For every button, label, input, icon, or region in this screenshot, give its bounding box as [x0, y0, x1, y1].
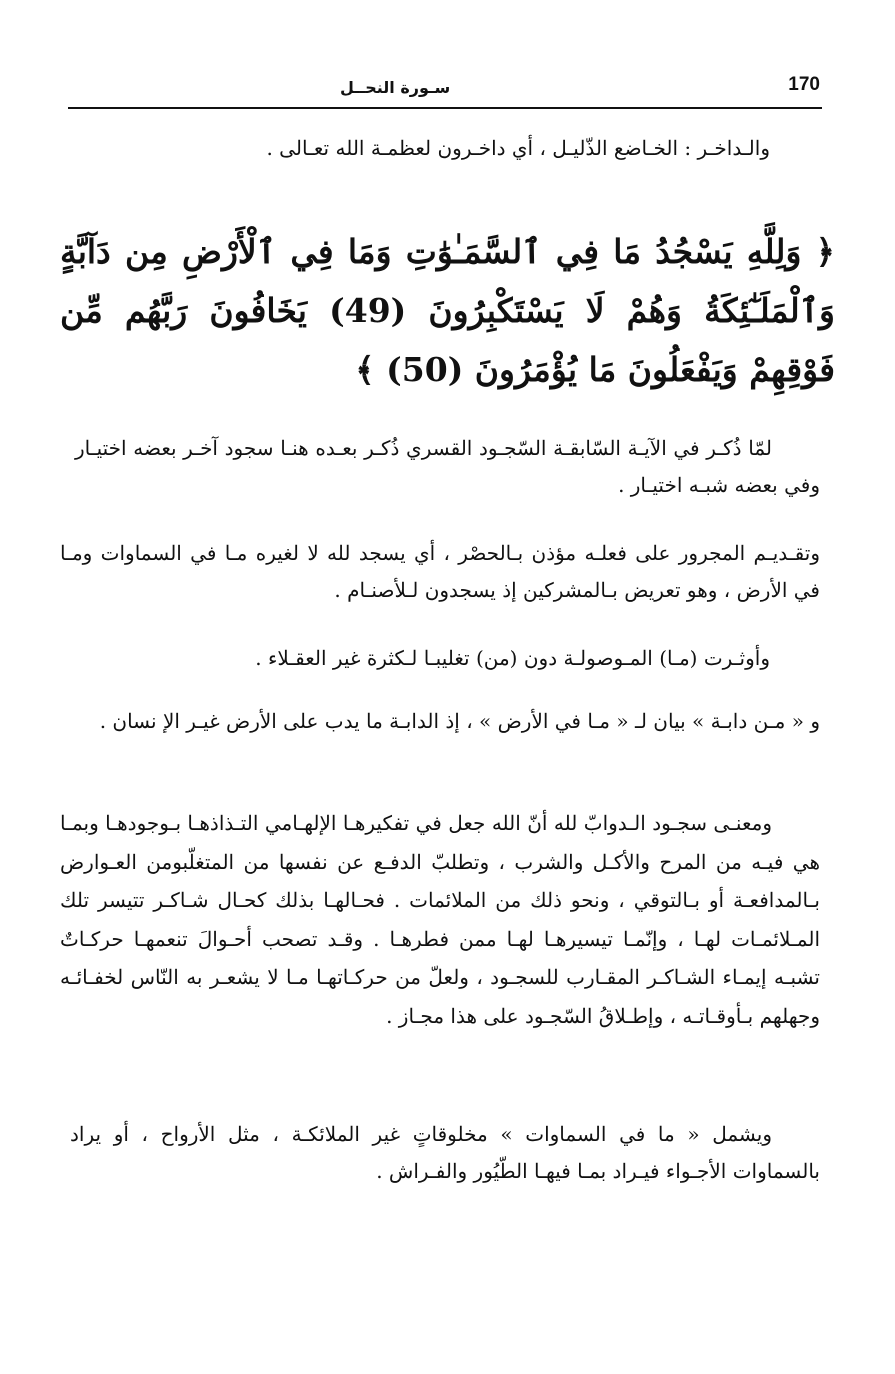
- commentary-paragraph: [60, 535, 820, 609]
- commentary-paragraph: [75, 430, 820, 504]
- page-header: [68, 72, 822, 106]
- commentary-text: و « مـن دابـة » بيان لـ « مـا في الأرض » ، إذ الدابـة ما يدب على الأرض غيـر الإ نسان .: [99, 709, 820, 733]
- commentary-text: لمّا ذُكـر في الآيـة السّابقـة السّجـود القسري ذُكـر بعـده هنـا سجود آخـر بعضه اختيـار وفي بعضه شبـه اختيـار .: [75, 436, 820, 497]
- commentary-text: ومعنـى سجـود الـدوابّ لله أنّ الله جعل في تفكيرهـا الإلهـامي التـذاذهـا بـوجودهـا وبمـا هي فيـه من المرح والأكـل والشرب ، وتطلبّ الدفـع عن نفسها من المتغلّبومن العـوارض بـالمدافعـة أو بـالتوقي ، ونحو ذلك من الملائمات . فحـالهـا بذلك كحـال شـاكـر تتيسر تلك المـلائمـات لهـا ، وإنّمـا تيسيرهـا لهـا ممن فطرهـا . وقـد تصحب أحـوالَ تنعمهـا حركـاتٌ تشبـه إيمـاء الشـاكـر المقـارب للسجـود ، ولعلّ من حركـاتهـا مـا لا يشعـر به النّاس لخفـائـه وجهلهم بـأوقـاتـه ، وإطـلاقُ السّجـود على هذا مجـاز .: [60, 811, 820, 1028]
- commentary-paragraph: [60, 804, 820, 1036]
- word-gloss: والـداخـر : الخـاضع الذّليـل ، أي داخـرون لعظمـة الله تعـالى .: [266, 136, 770, 160]
- commentary-text: ويشمل « ما في السماوات » مخلوقاتٍ غير الملائكـة ، مثل الأرواح ، أو يراد بالسماوات الأجـواء فيـراد بمـا فيهـا الطّيُور والفـراش .: [70, 1122, 820, 1183]
- commentary-text: وأوثـرت (مـا) المـوصولـة دون (من) تغليبـا لـكثرة غير العقـلاء .: [255, 646, 770, 670]
- commentary-paragraph: [160, 640, 770, 677]
- page-number: 170: [788, 74, 820, 95]
- commentary-paragraph: [70, 1116, 820, 1190]
- quran-verse: ﴿ وَلِلَّهِ يَسْجُدُ مَا فِي ٱلسَّمَـٰوَٰتِ وَمَا فِي ٱلْأَرْضِ مِن دَآبَّةٍ وَٱلْمَلَـٰٓئِكَةُ وَهُمْ لَا يَسْتَكْبِرُونَ (49) يَخَافُونَ رَبَّهُم مِّن فَوْقِهِمْ وَيَفْعَلُونَ مَا يُؤْمَرُونَ (50) ﴾: [60, 232, 835, 389]
- header-divider: [68, 107, 822, 109]
- surah-title: سـورة النحــل: [340, 78, 451, 97]
- commentary-text: وتقـديـم المجرور على فعلـه مؤذن بـالحصْر ، أي يسجد لله لا لغيره مـا في السماوات ومـا في الأرض ، وهو تعريض بـالمشركين إذ يسجدون لـلأصنـام .: [60, 541, 820, 602]
- commentary-paragraph: [60, 703, 820, 740]
